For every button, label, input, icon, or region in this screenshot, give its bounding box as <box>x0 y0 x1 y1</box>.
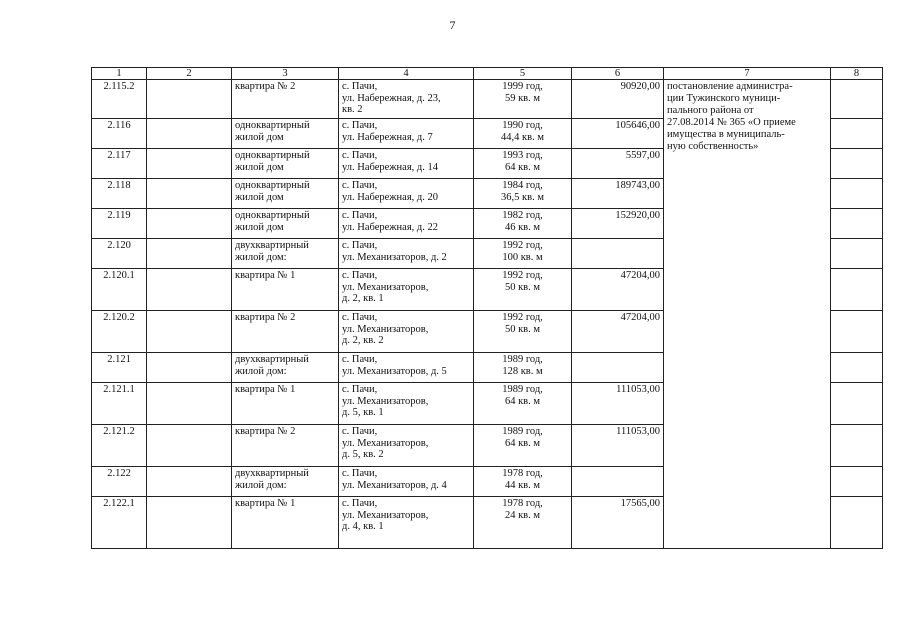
address-cell <box>339 497 474 549</box>
value-cell: 47204,00 <box>572 269 664 311</box>
year-area-cell-line: 50 кв. м <box>504 323 541 335</box>
address-cell <box>339 383 474 425</box>
row-number-cell: 2.115.2 <box>92 80 147 119</box>
address-cell-line: с. Пачи, <box>342 498 378 509</box>
property-type-cell <box>232 311 339 353</box>
value-cell: 17565,00 <box>572 497 664 549</box>
property-type-cell <box>232 497 339 549</box>
address-cell-line: с. Пачи, <box>342 120 378 131</box>
year-area-cell-line: 24 кв. м <box>504 509 541 521</box>
legal-basis-cell-line: пального района от <box>667 105 754 116</box>
property-type-cell <box>232 239 339 269</box>
value-cell: 152920,00 <box>572 209 664 239</box>
empty-cell <box>831 467 883 497</box>
year-area-cell-line: 1993 год, <box>502 150 543 161</box>
header-cell: 8 <box>831 68 883 80</box>
row-number-cell: 2.120.2 <box>92 311 147 353</box>
address-cell-line: ул. Механизаторов, <box>342 281 429 293</box>
year-area-cell-line: 44 кв. м <box>504 479 541 491</box>
property-type-cell-line: квартира № 2 <box>235 81 296 92</box>
address-cell-line: с. Пачи, <box>342 312 378 323</box>
property-type-cell <box>232 353 339 383</box>
value-cell: 111053,00 <box>572 383 664 425</box>
address-cell-line: ул. Набережная, д. 20 <box>342 191 439 203</box>
address-cell-line: ул. Механизаторов, <box>342 509 429 521</box>
property-type-cell-line: одноквартирный <box>235 180 310 191</box>
value-cell: 111053,00 <box>572 425 664 467</box>
address-cell-line: с. Пачи, <box>342 81 378 92</box>
address-cell <box>339 467 474 497</box>
property-type-cell-line: жилой дом <box>235 161 284 173</box>
year-area-cell-line: 46 кв. м <box>504 221 541 233</box>
empty-cell <box>147 179 232 209</box>
empty-cell <box>147 311 232 353</box>
property-type-cell <box>232 467 339 497</box>
property-type-cell-line: квартира № 1 <box>235 270 296 281</box>
address-cell-line: с. Пачи, <box>342 426 378 437</box>
empty-cell <box>831 149 883 179</box>
address-cell <box>339 269 474 311</box>
address-cell-line: с. Пачи, <box>342 180 378 191</box>
address-cell-line: ул. Механизаторов, <box>342 395 429 407</box>
property-type-cell <box>232 149 339 179</box>
year-area-cell-line: 100 кв. м <box>502 251 543 263</box>
year-area-cell-line: 1982 год, <box>502 210 543 221</box>
year-area-cell <box>474 311 572 353</box>
property-type-cell-line: двухквартирный <box>235 240 309 251</box>
empty-cell <box>831 239 883 269</box>
address-cell-line: д. 5, кв. 2 <box>342 449 384 460</box>
year-area-cell <box>474 239 572 269</box>
property-type-cell <box>232 269 339 311</box>
year-area-cell-line: 1978 год, <box>502 498 543 509</box>
address-cell-line: ул. Набережная, д. 23, <box>342 92 441 104</box>
header-row <box>92 68 883 80</box>
address-cell-line: кв. 2 <box>342 104 363 115</box>
property-type-cell <box>232 80 339 119</box>
property-type-cell-line: жилой дом: <box>235 479 287 491</box>
address-cell-line: д. 5, кв. 1 <box>342 407 384 418</box>
value-cell <box>572 239 664 269</box>
empty-cell <box>147 149 232 179</box>
address-cell-line: ул. Набережная, д. 7 <box>342 131 433 143</box>
row-number-cell: 2.121.1 <box>92 383 147 425</box>
property-type-cell-line: одноквартирный <box>235 210 310 221</box>
empty-cell <box>147 239 232 269</box>
empty-cell <box>831 209 883 239</box>
year-area-cell-line: 1992 год, <box>502 270 543 281</box>
header-cell: 4 <box>339 68 474 80</box>
year-area-cell-line: 1989 год, <box>502 354 543 365</box>
legal-basis-cell-line: ную собственность» <box>667 141 759 152</box>
address-cell-line: ул. Набережная, д. 14 <box>342 161 439 173</box>
year-area-cell <box>474 497 572 549</box>
empty-cell <box>831 425 883 467</box>
address-cell-line: ул. Набережная, д. 22 <box>342 221 439 233</box>
row-number-cell: 2.122 <box>92 467 147 497</box>
year-area-cell-line: 1989 год, <box>502 384 543 395</box>
property-type-cell-line: квартира № 1 <box>235 498 296 509</box>
header-cell: 3 <box>232 68 339 80</box>
property-type-cell-line: квартира № 2 <box>235 312 296 323</box>
address-cell-line: д. 2, кв. 1 <box>342 293 384 304</box>
empty-cell <box>831 497 883 549</box>
year-area-cell-line: 44,4 кв. м <box>501 131 544 143</box>
year-area-cell-line: 50 кв. м <box>504 281 541 293</box>
year-area-cell <box>474 467 572 497</box>
address-cell <box>339 80 474 119</box>
row-number-cell: 2.116 <box>92 119 147 149</box>
header-cell: 1 <box>92 68 147 80</box>
legal-basis-cell-line: ции Тужинского муници- <box>667 93 781 104</box>
value-cell: 90920,00 <box>572 80 664 119</box>
year-area-cell <box>474 383 572 425</box>
value-cell <box>572 467 664 497</box>
year-area-cell-line: 1999 год, <box>502 81 543 92</box>
empty-cell <box>147 467 232 497</box>
year-area-cell-line: 1989 год, <box>502 426 543 437</box>
year-area-cell-line: 1984 год, <box>502 180 543 191</box>
empty-cell <box>147 80 232 119</box>
empty-cell <box>147 119 232 149</box>
empty-cell <box>147 353 232 383</box>
value-cell: 189743,00 <box>572 179 664 209</box>
row-number-cell: 2.122.1 <box>92 497 147 549</box>
legal-basis-cell-line: имущества в муниципаль- <box>667 129 785 140</box>
legal-basis-cell-line: постановление администра- <box>667 81 793 92</box>
property-type-cell <box>232 209 339 239</box>
year-area-cell-line: 64 кв. м <box>504 395 541 407</box>
property-type-cell-line: жилой дом <box>235 221 284 233</box>
row-number-cell: 2.118 <box>92 179 147 209</box>
address-cell <box>339 353 474 383</box>
address-cell-line: с. Пачи, <box>342 384 378 395</box>
value-cell: 5597,00 <box>572 149 664 179</box>
address-cell <box>339 179 474 209</box>
property-type-cell <box>232 383 339 425</box>
year-area-cell-line: 1992 год, <box>502 312 543 323</box>
value-cell: 105646,00 <box>572 119 664 149</box>
property-type-cell <box>232 179 339 209</box>
year-area-cell-line: 36,5 кв. м <box>501 191 544 203</box>
empty-cell <box>147 497 232 549</box>
address-cell-line: с. Пачи, <box>342 354 378 365</box>
row-number-cell: 2.121 <box>92 353 147 383</box>
property-type-cell <box>232 425 339 467</box>
address-cell-line: с. Пачи, <box>342 240 378 251</box>
address-cell-line: ул. Механизаторов, <box>342 437 429 449</box>
header-cell: 5 <box>474 68 572 80</box>
empty-cell <box>831 119 883 149</box>
address-cell-line: ул. Механизаторов, <box>342 323 429 335</box>
row-number-cell: 2.120.1 <box>92 269 147 311</box>
address-cell-line: с. Пачи, <box>342 468 378 479</box>
empty-cell <box>147 269 232 311</box>
year-area-cell-line: 1990 год, <box>502 120 543 131</box>
year-area-cell <box>474 119 572 149</box>
legal-basis-cell <box>664 80 831 549</box>
year-area-cell-line: 128 кв. м <box>502 365 543 377</box>
address-cell <box>339 311 474 353</box>
page-number: 7 <box>449 18 456 32</box>
address-cell <box>339 119 474 149</box>
address-cell <box>339 209 474 239</box>
property-type-cell-line: жилой дом: <box>235 365 287 377</box>
year-area-cell-line: 59 кв. м <box>504 92 541 104</box>
address-cell-line: с. Пачи, <box>342 270 378 281</box>
empty-cell <box>831 80 883 119</box>
year-area-cell-line: 64 кв. м <box>504 437 541 449</box>
year-area-cell <box>474 425 572 467</box>
year-area-cell <box>474 80 572 119</box>
empty-cell <box>831 311 883 353</box>
empty-cell <box>147 425 232 467</box>
year-area-cell <box>474 209 572 239</box>
empty-cell <box>831 179 883 209</box>
property-registry-table <box>91 67 883 549</box>
property-type-cell-line: жилой дом: <box>235 251 287 263</box>
property-type-cell-line: одноквартирный <box>235 150 310 161</box>
address-cell <box>339 239 474 269</box>
address-cell-line: с. Пачи, <box>342 210 378 221</box>
property-type-cell <box>232 119 339 149</box>
value-cell: 47204,00 <box>572 311 664 353</box>
header-cell: 6 <box>572 68 664 80</box>
header-cell: 2 <box>147 68 232 80</box>
row-number-cell: 2.121.2 <box>92 425 147 467</box>
header-cell: 7 <box>664 68 831 80</box>
year-area-cell-line: 1978 год, <box>502 468 543 479</box>
table-row <box>92 80 883 119</box>
empty-cell <box>147 209 232 239</box>
address-cell-line: ул. Механизаторов, д. 5 <box>342 365 447 377</box>
row-number-cell: 2.119 <box>92 209 147 239</box>
row-number-cell: 2.117 <box>92 149 147 179</box>
address-cell-line: с. Пачи, <box>342 150 378 161</box>
empty-cell <box>147 383 232 425</box>
address-cell-line: д. 2, кв. 2 <box>342 335 384 346</box>
value-cell <box>572 353 664 383</box>
property-type-cell-line: двухквартирный <box>235 468 309 479</box>
legal-basis-cell-line: 27.08.2014 № 365 «О приеме <box>667 117 796 128</box>
year-area-cell <box>474 269 572 311</box>
property-type-cell-line: одноквартирный <box>235 120 310 131</box>
property-type-cell-line: жилой дом <box>235 131 284 143</box>
property-type-cell-line: квартира № 1 <box>235 384 296 395</box>
empty-cell <box>831 353 883 383</box>
property-type-cell-line: жилой дом <box>235 191 284 203</box>
address-cell <box>339 425 474 467</box>
address-cell-line: ул. Механизаторов, д. 2 <box>342 251 447 263</box>
empty-cell <box>831 269 883 311</box>
year-area-cell <box>474 149 572 179</box>
address-cell <box>339 149 474 179</box>
address-cell-line: ул. Механизаторов, д. 4 <box>342 479 447 491</box>
year-area-cell <box>474 179 572 209</box>
property-type-cell-line: двухквартирный <box>235 354 309 365</box>
row-number-cell: 2.120 <box>92 239 147 269</box>
address-cell-line: д. 4, кв. 1 <box>342 521 384 532</box>
year-area-cell-line: 1992 год, <box>502 240 543 251</box>
year-area-cell-line: 64 кв. м <box>504 161 541 173</box>
empty-cell <box>831 383 883 425</box>
property-type-cell-line: квартира № 2 <box>235 426 296 437</box>
year-area-cell <box>474 353 572 383</box>
